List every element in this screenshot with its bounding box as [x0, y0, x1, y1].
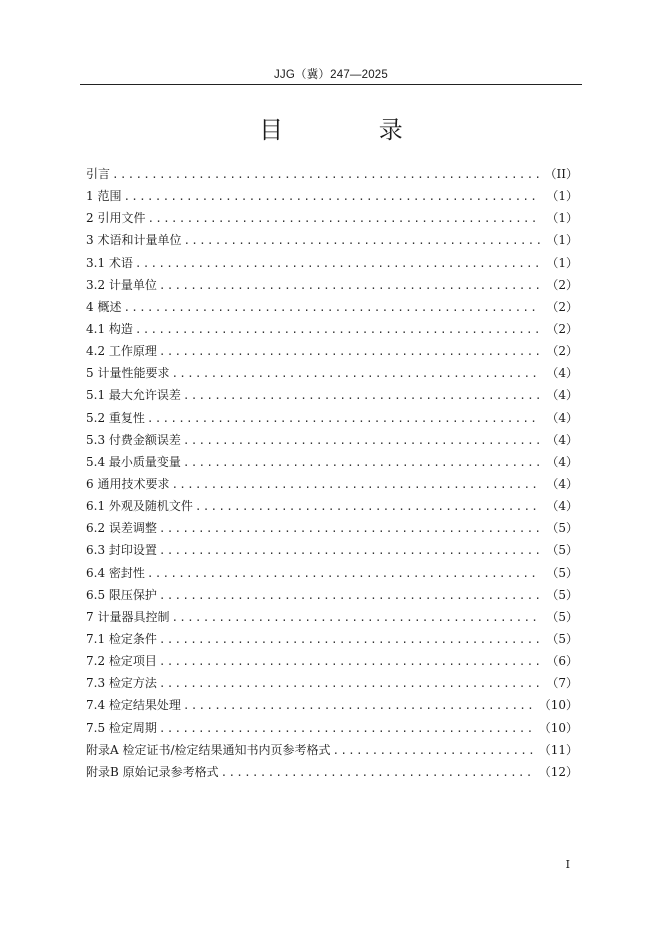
toc-leader-dots	[171, 607, 540, 629]
toc-entry-page: （4）	[546, 476, 578, 491]
toc-entry[interactable]	[86, 451, 578, 473]
toc-entry-title: 3.1 术语	[86, 255, 133, 270]
toc-entry[interactable]	[86, 340, 578, 362]
toc-leader-dots	[183, 695, 533, 717]
toc-leader-dots	[183, 430, 540, 452]
toc-entry[interactable]	[86, 407, 578, 429]
toc-entry-page: （5）	[546, 565, 578, 580]
page-title: 目 录	[259, 116, 447, 144]
toc-entry-title: 5.4 最小质量变量	[86, 454, 181, 469]
toc-entry-title: 4.1 构造	[86, 321, 133, 336]
toc-entry[interactable]	[86, 429, 578, 451]
toc-entry-page: （1）	[546, 211, 578, 226]
toc-leader-dots	[159, 275, 540, 297]
toc-leader-dots	[147, 563, 540, 585]
toc-entry-title: 引言	[86, 167, 111, 181]
toc-entry-page: （10）	[538, 698, 578, 713]
toc-entry-page: （5）	[546, 587, 578, 602]
table-of-contents	[86, 163, 578, 783]
toc-entry-title: 6.2 误差调整	[86, 521, 157, 536]
toc-entry-page: （7）	[546, 676, 578, 691]
toc-entry[interactable]	[86, 296, 578, 318]
toc-entry-page: （4）	[546, 432, 578, 447]
toc-entry-title: 7.3 检定方法	[86, 676, 157, 691]
toc-leader-dots	[221, 762, 533, 784]
toc-entry-title: 5.3 付费金额误差	[86, 432, 181, 447]
toc-entry-title: 7.1 检定条件	[86, 631, 157, 646]
toc-entry[interactable]	[86, 362, 578, 384]
toc-leader-dots	[171, 363, 540, 385]
toc-leader-dots	[333, 740, 533, 762]
document-code-header: JJG（冀）247—2025	[273, 69, 388, 81]
toc-entry[interactable]	[86, 495, 578, 517]
toc-entry[interactable]	[86, 584, 578, 606]
toc-leader-dots	[123, 186, 540, 208]
toc-entry-title: 5.1 最大允许误差	[86, 388, 181, 403]
toc-entry-title: 4 概述	[86, 299, 122, 314]
toc-leader-dots	[159, 585, 540, 607]
toc-entry[interactable]	[86, 628, 578, 650]
toc-entry-page: （5）	[546, 543, 578, 558]
toc-entry-page: （10）	[538, 720, 578, 735]
toc-leader-dots	[159, 518, 540, 540]
toc-entry-page: （II）	[544, 167, 578, 181]
toc-entry[interactable]	[86, 761, 578, 783]
toc-entry-title: 6 通用技术要求	[86, 476, 170, 491]
toc-entry-title: 7.4 检定结果处理	[86, 698, 181, 713]
toc-leader-dots	[183, 385, 540, 407]
toc-entry-title: 1 范围	[86, 189, 122, 204]
toc-entry[interactable]	[86, 473, 578, 495]
toc-entry[interactable]	[86, 606, 578, 628]
toc-entry[interactable]	[86, 207, 578, 229]
toc-entry[interactable]	[86, 252, 578, 274]
toc-leader-dots	[123, 297, 540, 319]
toc-entry-page: （6）	[546, 654, 578, 669]
toc-entry-title: 附录A 检定证书/检定结果通知书内页参考格式	[86, 742, 331, 757]
toc-entry-title: 5.2 重复性	[86, 410, 145, 425]
toc-leader-dots	[135, 253, 540, 275]
toc-entry[interactable]	[86, 384, 578, 406]
toc-entry[interactable]	[86, 717, 578, 739]
toc-entry-page: （5）	[546, 631, 578, 646]
toc-entry-title: 附录B 原始记录参考格式	[86, 764, 219, 779]
toc-entry-page: （2）	[546, 344, 578, 359]
toc-entry[interactable]	[86, 672, 578, 694]
toc-entry-title: 3.2 计量单位	[86, 277, 157, 292]
toc-entry-page: （4）	[546, 410, 578, 425]
toc-entry-title: 6.1 外观及随机文件	[86, 499, 193, 514]
toc-entry-page: （11）	[538, 742, 578, 757]
toc-entry[interactable]	[86, 694, 578, 716]
toc-entry-page: （5）	[546, 609, 578, 624]
toc-entry-title: 4.2 工作原理	[86, 344, 157, 359]
toc-entry-page: （4）	[546, 499, 578, 514]
toc-leader-dots	[159, 718, 533, 740]
toc-entry-title: 5 计量性能要求	[86, 366, 170, 381]
page-number: I	[565, 858, 570, 871]
toc-entry[interactable]	[86, 229, 578, 251]
toc-entry-page: （4）	[546, 454, 578, 469]
toc-entry-title: 3 术语和计量单位	[86, 233, 182, 248]
toc-entry-page: （12）	[538, 764, 578, 779]
toc-leader-dots	[159, 341, 540, 363]
toc-entry[interactable]	[86, 185, 578, 207]
toc-leader-dots	[159, 629, 540, 651]
toc-leader-dots	[135, 319, 540, 341]
toc-leader-dots	[183, 230, 540, 252]
toc-entry-title: 7 计量器具控制	[86, 609, 170, 624]
header-divider	[80, 84, 582, 85]
toc-entry-page: （2）	[546, 321, 578, 336]
toc-entry-title: 7.5 检定周期	[86, 720, 157, 735]
toc-entry-page: （4）	[546, 388, 578, 403]
toc-entry-title: 6.5 限压保护	[86, 587, 157, 602]
toc-leader-dots	[159, 540, 540, 562]
toc-entry[interactable]	[86, 163, 578, 185]
toc-entry-title: 2 引用文件	[86, 211, 146, 226]
toc-entry-page: （2）	[546, 299, 578, 314]
toc-entry-title: 7.2 检定项目	[86, 654, 157, 669]
toc-entry[interactable]	[86, 274, 578, 296]
toc-entry[interactable]	[86, 517, 578, 539]
toc-entry[interactable]	[86, 650, 578, 672]
toc-entry-page: （4）	[546, 366, 578, 381]
toc-entry[interactable]	[86, 318, 578, 340]
toc-leader-dots	[147, 408, 540, 430]
toc-leader-dots	[112, 164, 539, 186]
toc-entry-page: （1）	[546, 189, 578, 204]
toc-entry-page: （2）	[546, 277, 578, 292]
toc-entry-page: （1）	[546, 233, 578, 248]
toc-leader-dots	[183, 452, 540, 474]
toc-entry-title: 6.3 封印设置	[86, 543, 157, 558]
toc-leader-dots	[159, 651, 540, 673]
toc-leader-dots	[195, 496, 540, 518]
toc-leader-dots	[159, 673, 540, 695]
toc-entry-title: 6.4 密封性	[86, 565, 145, 580]
toc-entry-page: （5）	[546, 521, 578, 536]
toc-leader-dots	[147, 208, 540, 230]
toc-entry[interactable]	[86, 539, 578, 561]
toc-leader-dots	[171, 474, 540, 496]
toc-entry[interactable]	[86, 562, 578, 584]
toc-entry[interactable]	[86, 739, 578, 761]
toc-entry-page: （1）	[546, 255, 578, 270]
